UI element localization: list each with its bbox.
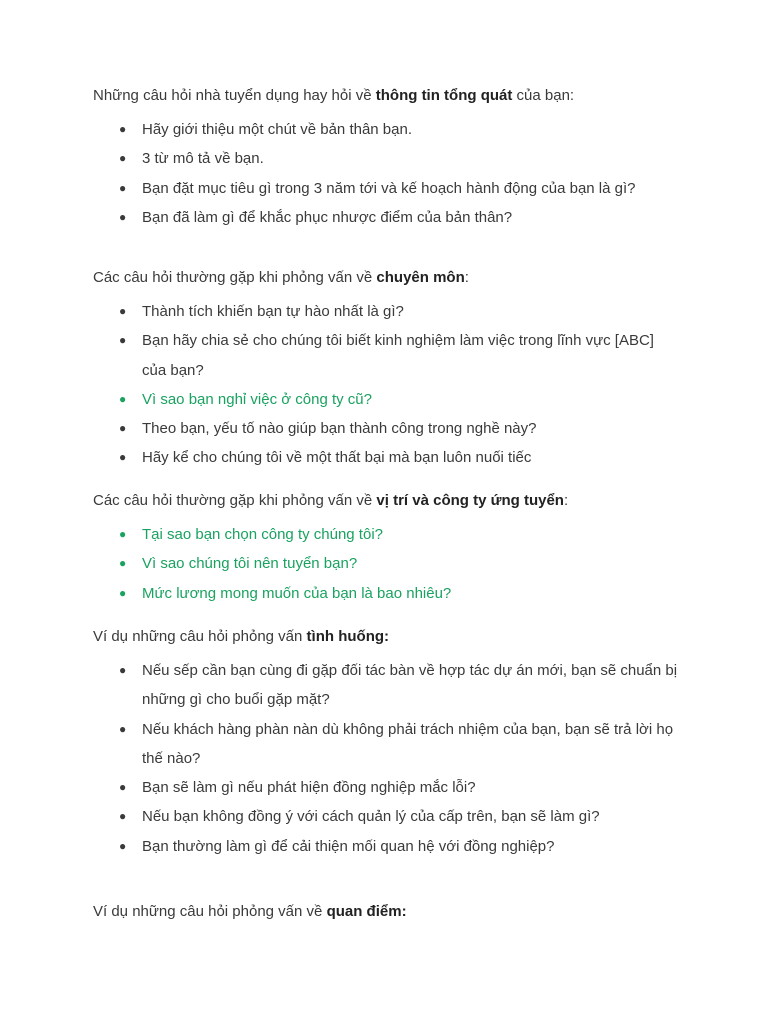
bullet-icon: ● xyxy=(119,663,127,677)
question-text: Vì sao chúng tôi nên tuyển bạn? xyxy=(142,555,358,573)
bullet-icon: ● xyxy=(119,585,127,600)
section-heading xyxy=(93,491,693,511)
bullet-icon: ● xyxy=(119,527,127,541)
bullet-icon: ● xyxy=(119,838,127,853)
section-heading xyxy=(93,902,693,922)
bullet-icon: ● xyxy=(119,333,127,348)
list-item-highlighted xyxy=(93,520,682,549)
list-item xyxy=(93,115,682,144)
heading-bold-text: quan điểm: xyxy=(326,903,407,920)
bullet-icon: ● xyxy=(119,556,127,571)
question-text: Hãy kể cho chúng tôi về một thất bại mà bạn luôn nuối tiếc xyxy=(142,449,532,467)
question-text: Tại sao bạn chọn công ty chúng tôi? xyxy=(142,526,383,543)
bullet-icon: ● xyxy=(119,450,127,465)
bullet-icon: ● xyxy=(119,809,127,824)
list-item xyxy=(93,773,682,802)
heading-text: Các câu hỏi thường gặp khi phỏng vấn về xyxy=(93,269,377,286)
list-item-highlighted xyxy=(93,549,682,578)
question-text: Bạn đã làm gì để khắc phục nhược điểm của bản thân? xyxy=(142,208,513,226)
question-text: Bạn hãy chia sẻ cho chúng tôi biết kinh nghiệm làm việc trong lĩnh vực [ABC] của bạn? xyxy=(142,332,654,379)
bullet-icon: ● xyxy=(119,304,127,318)
list-item xyxy=(93,144,682,173)
list-item xyxy=(93,443,682,472)
question-text: Nếu khách hàng phàn nàn dù không phải trách nhiệm của bạn, bạn sẽ trả lời họ thế nào? xyxy=(142,720,674,767)
heading-text: Những câu hỏi nhà tuyển dụng hay hỏi về xyxy=(93,87,376,104)
section-viewpoint xyxy=(93,902,693,922)
section-situational xyxy=(93,627,693,861)
heading-text: Ví dụ những câu hỏi phỏng vấn về xyxy=(93,903,327,920)
bullet-icon: ● xyxy=(119,180,127,195)
list-item xyxy=(93,297,682,326)
question-list xyxy=(93,520,693,608)
section-expertise xyxy=(93,268,693,473)
bullet-icon: ● xyxy=(119,209,127,224)
question-text: Bạn đặt mục tiêu gì trong 3 năm tới và kế hoạch hành động của bạn là gì? xyxy=(142,179,636,197)
list-item-highlighted xyxy=(93,385,682,414)
section-heading xyxy=(93,268,693,288)
list-item xyxy=(93,802,682,831)
heading-text: Các câu hỏi thường gặp khi phỏng vấn về xyxy=(93,492,377,509)
heading-bold-text: chuyên môn xyxy=(376,269,465,286)
list-item xyxy=(93,203,682,232)
list-item xyxy=(93,832,682,861)
list-item xyxy=(93,174,682,203)
heading-bold-text: tình huống: xyxy=(306,628,390,645)
question-text: Hãy giới thiệu một chút về bản thân bạn. xyxy=(142,121,412,138)
section-heading xyxy=(93,627,693,647)
list-item xyxy=(93,326,682,385)
list-item-highlighted xyxy=(93,579,682,608)
heading-text-end: : xyxy=(464,269,469,286)
heading-text: Ví dụ những câu hỏi phỏng vấn xyxy=(93,628,307,645)
question-list xyxy=(93,656,693,861)
list-item xyxy=(93,715,682,774)
question-text: 3 từ mô tả về bạn. xyxy=(142,150,264,168)
bullet-icon: ● xyxy=(119,721,127,736)
question-list xyxy=(93,115,693,232)
question-text: Vì sao bạn nghỉ việc ở công ty cũ? xyxy=(142,390,372,408)
question-text: Bạn thường làm gì để cải thiện mối quan hệ với đồng nghiệp? xyxy=(142,837,555,855)
question-text: Mức lương mong muốn của bạn là bao nhiêu? xyxy=(142,584,452,602)
heading-text-end: : xyxy=(563,492,569,509)
section-position-company xyxy=(93,491,693,608)
bullet-icon: ● xyxy=(119,421,127,436)
question-list xyxy=(93,297,693,473)
heading-bold-text: thông tin tổng quát xyxy=(375,87,513,104)
question-text: Thành tích khiến bạn tự hào nhất là gì? xyxy=(142,303,404,320)
bullet-icon: ● xyxy=(119,151,127,166)
question-text: Nếu bạn không đồng ý với cách quản lý của cấp trên, bạn sẽ làm gì? xyxy=(142,808,600,826)
bullet-icon: ● xyxy=(119,391,127,406)
bullet-icon: ● xyxy=(119,122,127,136)
list-item xyxy=(93,414,682,443)
heading-text-end: của bạn: xyxy=(512,87,575,104)
bullet-icon: ● xyxy=(119,780,127,795)
question-text: Bạn sẽ làm gì nếu phát hiện đồng nghiệp mắc lỗi? xyxy=(142,779,476,797)
question-text: Nếu sếp cần bạn cùng đi gặp đối tác bàn về hợp tác dự án mới, bạn sẽ chuẩn bị những gì cho buổi gặp mặt? xyxy=(142,662,678,709)
section-general-info xyxy=(93,86,693,232)
list-item xyxy=(93,656,682,715)
heading-bold-text: vị trí và công ty ứng tuyển xyxy=(376,492,564,509)
section-heading xyxy=(93,86,693,106)
question-text: Theo bạn, yếu tố nào giúp bạn thành công trong nghề này? xyxy=(142,420,537,438)
